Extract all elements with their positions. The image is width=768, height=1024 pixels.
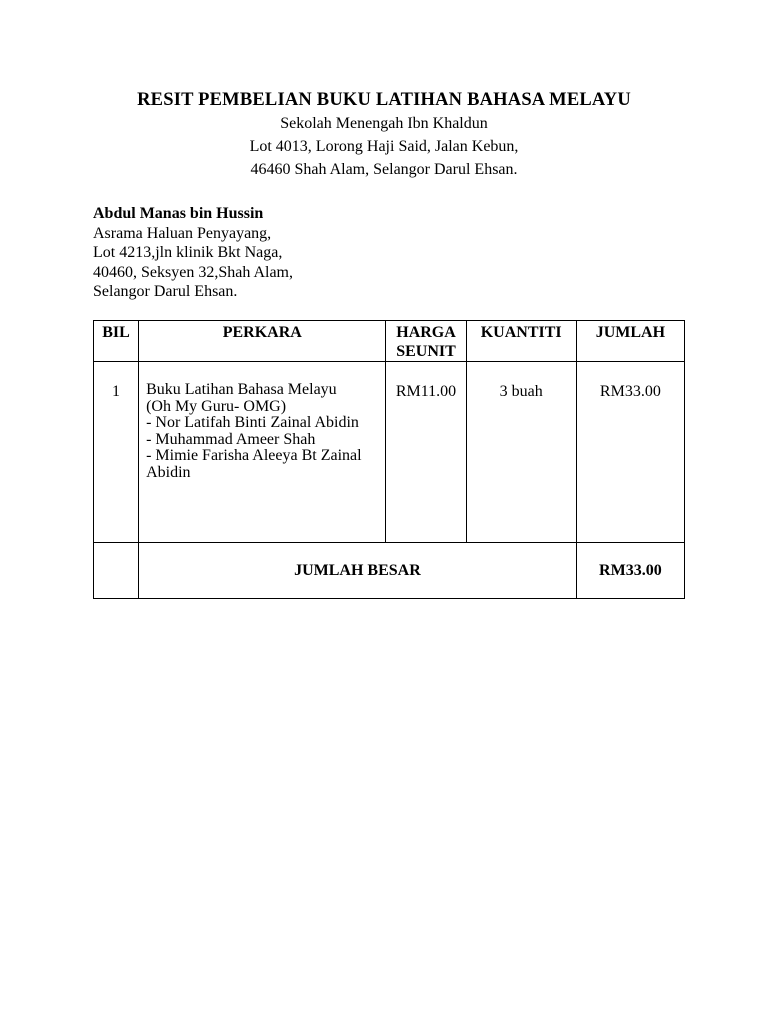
header-perkara: PERKARA: [139, 321, 386, 362]
header-kuantiti: KUANTITI: [466, 321, 576, 362]
recipient-address-line: Lot 4213,jln klinik Bkt Naga,: [93, 244, 283, 261]
item-bil: 1: [94, 362, 139, 543]
recipient-block: [93, 204, 293, 302]
header-harga-line1: HARGA: [396, 324, 456, 341]
school-name: Sekolah Menengah Ibn Khaldun: [280, 115, 488, 132]
header-harga-seunit: [386, 321, 466, 362]
item-kuantiti: 3 buah: [466, 362, 576, 543]
item-perkara-line: - Muhammad Ameer Shah: [146, 430, 316, 448]
recipient-address-line: Selangor Darul Ehsan.: [93, 283, 238, 300]
header-bil: BIL: [94, 321, 139, 362]
table-row: [94, 362, 685, 543]
school-address-line1: Lot 4013, Lorong Haji Said, Jalan Kebun,: [249, 138, 519, 155]
school-info: [0, 112, 768, 181]
item-perkara-line: (Oh My Guru- OMG): [146, 397, 287, 415]
total-label: JUMLAH BESAR: [139, 543, 577, 599]
header-jumlah: JUMLAH: [576, 321, 684, 362]
item-perkara-line: - Mimie Farisha Aleeya Bt Zainal Abidin: [146, 447, 362, 481]
total-row: [94, 543, 685, 599]
total-empty-cell: [94, 543, 139, 599]
table-header-row: [94, 321, 685, 362]
school-address-line2: 46460 Shah Alam, Selangor Darul Ehsan.: [250, 161, 518, 178]
item-perkara-line: - Nor Latifah Binti Zainal Abidin: [146, 414, 359, 431]
recipient-address-line: 40460, Seksyen 32,Shah Alam,: [93, 263, 293, 281]
recipient-address-line: Asrama Haluan Penyayang,: [93, 224, 272, 242]
item-jumlah: RM33.00: [576, 362, 684, 543]
item-perkara-line: Buku Latihan Bahasa Melayu: [146, 381, 337, 398]
header-harga-line2: SEUNIT: [396, 343, 456, 360]
total-value: RM33.00: [576, 543, 684, 599]
receipt-title: RESIT PEMBELIAN BUKU LATIHAN BAHASA MELAYU: [137, 90, 631, 110]
item-perkara: [139, 362, 386, 543]
item-harga: RM11.00: [386, 362, 466, 543]
recipient-name: Abdul Manas bin Hussin: [93, 205, 264, 222]
receipt-table: [93, 320, 685, 599]
